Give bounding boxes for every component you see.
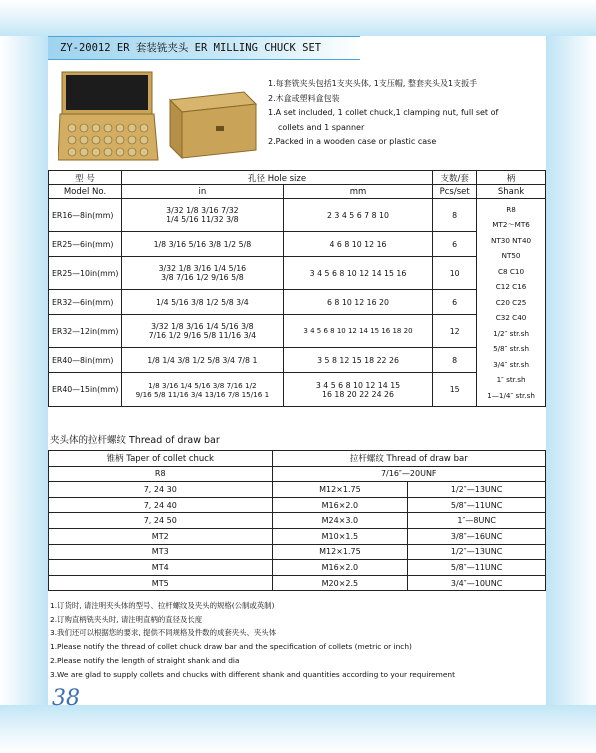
- taper-cell: MT2: [49, 528, 273, 544]
- in-line: 3/8 7/16 1/2 9/16 5/8: [161, 273, 244, 282]
- order-notes: [50, 599, 546, 681]
- taper-cell: MT4: [49, 560, 273, 576]
- shank-item: 1—1/4″ str.sh: [487, 390, 535, 400]
- shank-item: C20 C25: [495, 297, 527, 307]
- shank-header-en: Shank: [477, 185, 546, 199]
- metric-thread-cell: M10×1.5: [272, 528, 408, 544]
- imperial-thread-cell: 1″—8UNC: [408, 513, 546, 529]
- page-frame-left: [0, 0, 48, 753]
- in-cell: 1/8 1/4 3/8 1/2 5/8 3/4 7/8 1: [121, 348, 283, 373]
- product-title: ZY-20012 ER 套装铣夹头 ER MILLING CHUCK SET: [48, 36, 360, 60]
- mm-cell: 2 3 4 5 6 7 8 10: [283, 199, 432, 232]
- mm-cell: [283, 373, 432, 407]
- table-row: [49, 497, 546, 513]
- package-note-cn-2: 2.木盒或塑料盒包装: [268, 93, 340, 103]
- model-cell: ER40—15in(mm): [49, 373, 122, 407]
- table-row: [49, 482, 546, 498]
- in-line: 3/32 1/8 3/16 1/4 5/16 3/8: [151, 322, 254, 331]
- package-note-cn-1: 1.每套铣夹头包括1支夹头体, 1支压帽, 整套夹头及1支扳手: [268, 79, 478, 88]
- in-cell: [121, 257, 283, 290]
- shank-cell: [477, 199, 546, 407]
- in-cell: [121, 373, 283, 407]
- metric-thread-cell: M12×1.75: [272, 544, 408, 560]
- in-cell: 1/4 5/16 3/8 1/2 5/8 3/4: [121, 290, 283, 315]
- taper-header: 锥柄 Taper of collet chuck: [49, 451, 273, 467]
- shank-item: C8 C10: [498, 266, 525, 276]
- mm-cell: 3 4 5 6 8 10 12 14 15 16 18 20: [283, 315, 432, 348]
- shank-item: NT30 NT40: [490, 235, 532, 245]
- taper-cell: MT3: [49, 544, 273, 560]
- imperial-thread-cell: 5/8″—11UNC: [408, 497, 546, 513]
- taper-cell: 7, 24 40: [49, 497, 273, 513]
- package-note-en-1-cont: collets and 1 spanner: [278, 122, 365, 132]
- spec-table: [48, 170, 546, 407]
- table-row: [49, 466, 546, 482]
- table-row: [49, 528, 546, 544]
- in-line: 7/16 1/2 9/16 5/8 11/16 3/4: [148, 331, 257, 340]
- page-frame-top: [0, 0, 596, 36]
- package-notes: [268, 77, 548, 150]
- mm-header: mm: [283, 185, 432, 199]
- table-row: [49, 232, 546, 257]
- taper-cell: 7, 24 50: [49, 513, 273, 529]
- pcs-cell: 10: [433, 257, 477, 290]
- pcs-cell: 12: [433, 315, 477, 348]
- in-cell: [121, 315, 283, 348]
- table-row: [49, 560, 546, 576]
- order-note-cn-3: 3.我们还可以根据您的要求, 提供不同规格及件数的成套夹头、夹头体: [50, 628, 277, 638]
- mm-line: 3 4 5 6 8 10 12 14 15: [315, 380, 401, 390]
- in-cell: [121, 199, 283, 232]
- metric-thread-cell: M16×2.0: [272, 560, 408, 576]
- shank-item: 1″ str.sh: [496, 375, 526, 385]
- thread-cell: 7/16″—20UNF: [272, 466, 546, 482]
- table-row: [49, 315, 546, 348]
- table-row: [49, 373, 546, 407]
- imperial-thread-cell: 1/2″—13UNC: [408, 544, 546, 560]
- metric-thread-cell: M24×3.0: [272, 513, 408, 529]
- mm-line: 16 18 20 22 24 26: [322, 389, 394, 399]
- page-number: 38: [52, 686, 80, 711]
- pcs-header-en: Pcs/set: [433, 185, 477, 199]
- model-cell: ER25—6in(mm): [49, 232, 122, 257]
- metric-thread-cell: M12×1.75: [272, 482, 408, 498]
- mm-cell: 4 6 8 10 12 16: [283, 232, 432, 257]
- shank-item: 5/8″ str.sh: [493, 344, 530, 354]
- model-header-en: Model No.: [49, 185, 122, 199]
- table-row: [49, 348, 546, 373]
- pcs-cell: 15: [433, 373, 477, 407]
- model-header-cn: 型 号: [49, 171, 122, 185]
- hole-size-header: 孔径 Hole size: [121, 171, 432, 185]
- model-cell: ER32—12in(mm): [49, 315, 122, 348]
- package-note-en-1: 1.A set included, 1 collet chuck,1 clamping nut, full set of: [268, 108, 499, 117]
- table-row: [49, 257, 546, 290]
- order-note-en-2: 2.Please notify the length of straight shank and dia: [50, 655, 240, 665]
- table-row: [49, 199, 546, 232]
- table-row: [49, 544, 546, 560]
- shank-item: 1/2″ str.sh: [493, 328, 530, 338]
- model-cell: ER16—8in(mm): [49, 199, 122, 232]
- pcs-cell: 8: [433, 348, 477, 373]
- imperial-thread-cell: 3/4″—10UNC: [408, 575, 546, 591]
- page-frame-right: [546, 0, 596, 753]
- mm-cell: 3 4 5 6 8 10 12 14 15 16: [283, 257, 432, 290]
- mm-cell: 3 5 8 12 15 18 22 26: [283, 348, 432, 373]
- table-row: [49, 290, 546, 315]
- mm-cell: 6 8 10 12 16 20: [283, 290, 432, 315]
- model-cell: ER40—8in(mm): [49, 348, 122, 373]
- in-line: 3/32 1/8 3/16 1/4 5/16: [158, 264, 247, 273]
- metric-thread-cell: M20×2.5: [272, 575, 408, 591]
- shank-header-cn: 柄: [477, 171, 546, 185]
- in-line: 1/4 5/16 11/32 3/8: [166, 215, 239, 224]
- model-cell: ER32—6in(mm): [49, 290, 122, 315]
- thread-section-title: 夹头体的拉杆螺纹 Thread of draw bar: [50, 435, 220, 446]
- table-row: [49, 513, 546, 529]
- thread-header: 拉杆螺纹 Thread of draw bar: [272, 451, 546, 467]
- imperial-thread-cell: 3/8″—16UNC: [408, 528, 546, 544]
- pcs-cell: 6: [433, 290, 477, 315]
- taper-cell: MT5: [49, 575, 273, 591]
- pcs-header-cn: 支数/套: [433, 171, 477, 185]
- shank-item: C12 C16: [495, 282, 527, 292]
- package-note-en-2: 2.Packed in a wooden case or plastic case: [268, 137, 437, 146]
- page-frame-bottom: [0, 705, 596, 753]
- order-note-en-3: 3.We are glad to supply collets and chucks with different shank and quantities according to your requirement: [50, 669, 455, 679]
- order-note-cn-1: 1.订货时, 请注明夹头体的型号、拉杆螺纹及夹头的规格(公制或英制): [50, 601, 275, 610]
- shank-item: R8: [506, 204, 516, 214]
- pcs-cell: 6: [433, 232, 477, 257]
- in-header: in: [121, 185, 283, 199]
- taper-cell: 7, 24 30: [49, 482, 273, 498]
- in-line: 9/16 5/8 11/16 3/4 13/16 7/8 15/16 1: [135, 389, 270, 399]
- shank-item: 3/4″ str.sh: [493, 359, 530, 369]
- metric-thread-cell: M16×2.0: [272, 497, 408, 513]
- table-row: [49, 575, 546, 591]
- order-note-en-1: 1.Please notify the thread of collet chuck draw bar and the specification of collets (metric or inch): [50, 642, 412, 652]
- shank-item: MT2～MT6: [492, 220, 530, 230]
- in-cell: 1/8 3/16 5/16 3/8 1/2 5/8: [121, 232, 283, 257]
- taper-cell: R8: [49, 466, 273, 482]
- order-note-cn-2: 2.订购直柄铣夹头时, 请注明直柄的直径及长度: [50, 614, 203, 624]
- pcs-cell: 8: [433, 199, 477, 232]
- model-cell: ER25—10in(mm): [49, 257, 122, 290]
- imperial-thread-cell: 5/8″—11UNC: [408, 560, 546, 576]
- product-photo: [58, 70, 258, 165]
- shank-item: C32 C40: [495, 313, 527, 323]
- in-line: 1/8 3/16 1/4 5/16 3/8 7/16 1/2: [148, 380, 257, 390]
- in-line: 3/32 1/8 3/16 7/32: [166, 206, 239, 215]
- shank-item: NT50: [501, 251, 521, 261]
- thread-table: [48, 450, 546, 591]
- imperial-thread-cell: 1/2″—13UNC: [408, 482, 546, 498]
